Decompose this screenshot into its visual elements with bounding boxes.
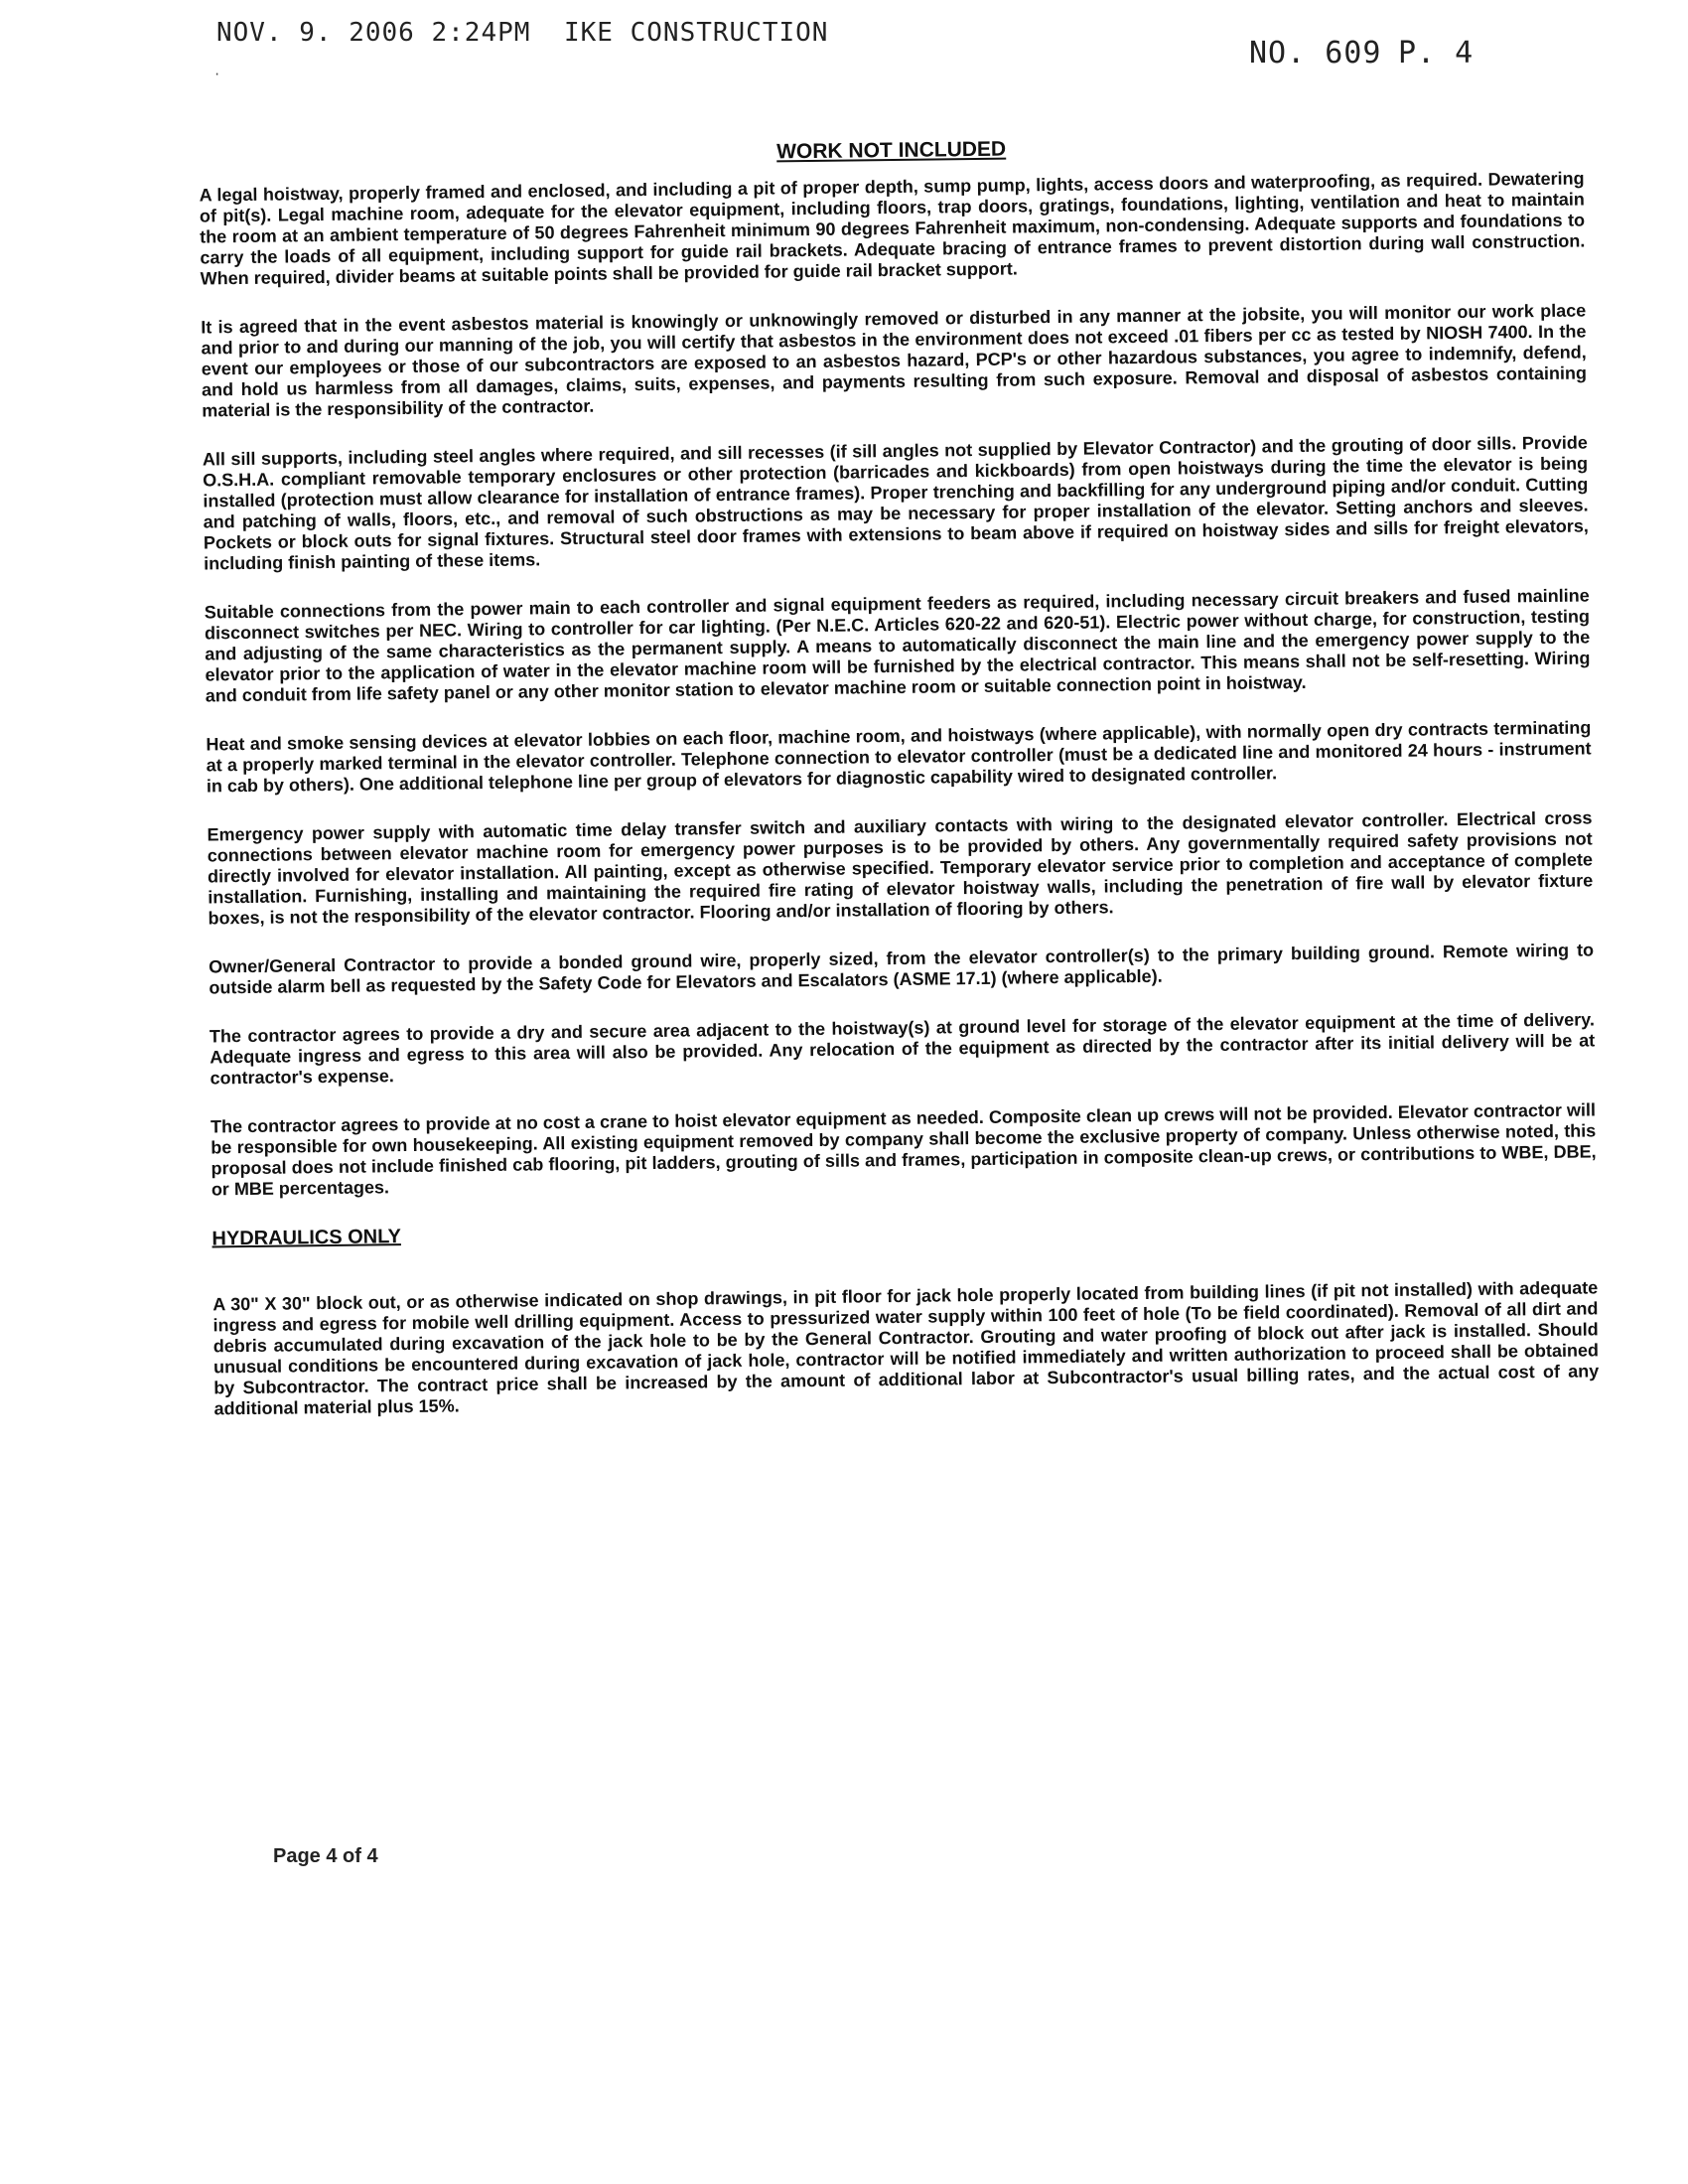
page-footer: Page 4 of 4 bbox=[273, 1845, 378, 1867]
fax-date-time: NOV. 9. 2006 2:24PM bbox=[216, 18, 531, 48]
hydraulics-heading: HYDRAULICS ONLY bbox=[211, 1226, 401, 1250]
paragraph-crane: The contractor agrees to provide at no cost a crane to hoist elevator equipment as needed. Composite clean up crews will not be provided. Elevator contractor will be responsible for own housekeeping. All existing equipment removed by company shall become the exclusive property of company. Unless otherwise noted, this proposal does not include finished cab flooring, pit ladders, grouting of sills and frames, participation in composite clean-up crews, or contributions to WBE, DBE, or MBE percentages. bbox=[210, 1099, 1597, 1200]
fax-number: NO. 609 bbox=[1249, 36, 1382, 71]
paragraph-hoistway: A legal hoistway, properly framed and enclosed, and including a pit of proper depth, sump pump, lights, access doors and waterproofing, as required. Dewatering of pit(s). Legal machine room, adequate for the elevator equipment, including floors, trap doors, gratings, foundations, lighting, ventilation and heat to maintain the room at an ambient temperature of 50 degrees Fahrenheit minimum 90 degrees Fahrenheit maximum, non-condensing. Adequate supports and foundations to carry the loads of all equipment, including support for guide rail brackets. Adequate bracing of entrance frames to prevent distortion during wall construction. When required, divider beams at suitable points shall be provided for guide rail bracket support. bbox=[199, 168, 1586, 289]
fax-header bbox=[0, 18, 1688, 71]
document-body bbox=[199, 130, 1600, 1447]
paragraph-smoke-sensing: Heat and smoke sensing devices at elevator lobbies on each floor, machine room, and hoistways (where applicable), with normally open dry contracts terminating at a properly marked terminal in the elevator controller. Telephone connection to elevator controller (must be a dedicated line and monitored 24 hours - instrument in cab by others). One additional telephone line per group of elevators for diagnostic capability wired to designated controller. bbox=[206, 717, 1592, 797]
paragraph-asbestos: It is agreed that in the event asbestos material is knowingly or unknowingly removed or disturbed in any manner at the jobsite, you will monitor our work place and prior to and during our manning of the job, you will certify that asbestos in the environment does not exceed .01 fibers per cc as tested by NIOSH 7400. In the event our employees or those of our subcontractors are exposed to an asbestos hazard, PCP's or other hazardous substances, you agree to indemnify, defend, and hold us harmless from all damages, claims, suits, expenses, and payments resulting from such exposure. Removal and disposal of asbestos containing material is the responsibility of the contractor. bbox=[201, 300, 1588, 421]
section-title: WORK NOT INCLUDED bbox=[776, 137, 1007, 164]
paragraph-ground-wire: Owner/General Contractor to provide a bonded ground wire, properly sized, from the elevator controller(s) to the primary building ground. Remote wiring to outside alarm bell as requested by the Safety Code for Elevators and Escalators (ASME 17.1) (where applicable). bbox=[209, 940, 1595, 998]
paragraph-sill-supports: All sill supports, including steel angles where required, and sill recesses (if sill angles not supplied by Elevator Contractor) and the grouting of door sills. Provide O.S.H.A. compliant removable temporary enclosures or other protection (barricades and kickboards) from open hoistways during the time the elevator is being installed (protection must allow clearance for installation of entrance frames). Proper trenching and backfilling for any underground piping and/or conduit. Cutting and patching of walls, floors, etc., and removal of such obstructions as may be necessary for proper installation of the elevator. Setting anchors and sleeves. Pockets or block outs for signal fixtures. Structural steel door frames with extensions to beam above if required on hoistway sides and sills for freight elevators, including finish painting of these items. bbox=[202, 432, 1589, 574]
paragraph-emergency-power: Emergency power supply with automatic time delay transfer switch and auxiliary contacts with wiring to the designated elevator controller. Electrical cross connections between elevator machine room for emergency power purposes is to be provided by others. Any governmentally required safety provisions not directly involved for elevator installation. All painting, except as otherwise specified. Temporary elevator service prior to completion and acceptance of complete installation. Furnishing, installing and maintaining the required fire rating of elevator hoistway walls, including the penetration of fire wall by elevator fixture boxes, is not the responsibility of the elevator contractor. Flooring and/or installation of flooring by others. bbox=[207, 807, 1594, 929]
paragraph-hydraulics: A 30" X 30" block out, or as otherwise indicated on shop drawings, in pit floor for jack hole properly located from building lines (if pit not installed) with adequate ingress and egress for mobile well drilling equipment. Access to pressurized water supply within 100 feet of hole (To be field coordinated). Removal of all dirt and debris accumulated during excavation of the jack hole to be by the General Contractor. Grouting and water proofing of block out after jack is installed. Should unusual conditions be encountered during excavation of jack hole, contractor will be notified immediately and written authorization to proceed shall be obtained by Subcontractor. The contract price shall be increased by the amount of additional labor at Subcontractor's usual billing rates, and the actual cost of any additional material plus 15%. bbox=[212, 1277, 1600, 1419]
paragraph-storage-area: The contractor agrees to provide a dry and secure area adjacent to the hoistway(s) at ground level for storage of the elevator equipment at the time of delivery. Adequate ingress and egress to this area will also be provided. Any relocation of the equipment as directed by the contractor after its initial delivery will be at contractor's expense. bbox=[209, 1009, 1596, 1089]
fax-company: IKE CONSTRUCTION bbox=[564, 18, 829, 48]
scan-speck: · bbox=[213, 68, 221, 81]
fax-page: P. 4 bbox=[1398, 36, 1475, 71]
paragraph-power-connections: Suitable connections from the power main to each controller and signal equipment feeders as required, including necessary circuit breakers and fused mainline disconnect switches per NEC. Wiring to controller for car lighting. (Per N.E.C. Articles 620-22 and 620-51). Electric power without charge, for construction, testing and adjusting of the same characteristics as the permanent supply. A means to automatically disconnect the main line and the emergency power supply to the elevator prior to the application of water in the elevator machine room will be furnished by the electrical contractor. This means shall not be self-resetting. Wiring and conduit from life safety panel or any other monitor station to elevator machine room or suitable connection point in hoistway. bbox=[204, 585, 1591, 706]
